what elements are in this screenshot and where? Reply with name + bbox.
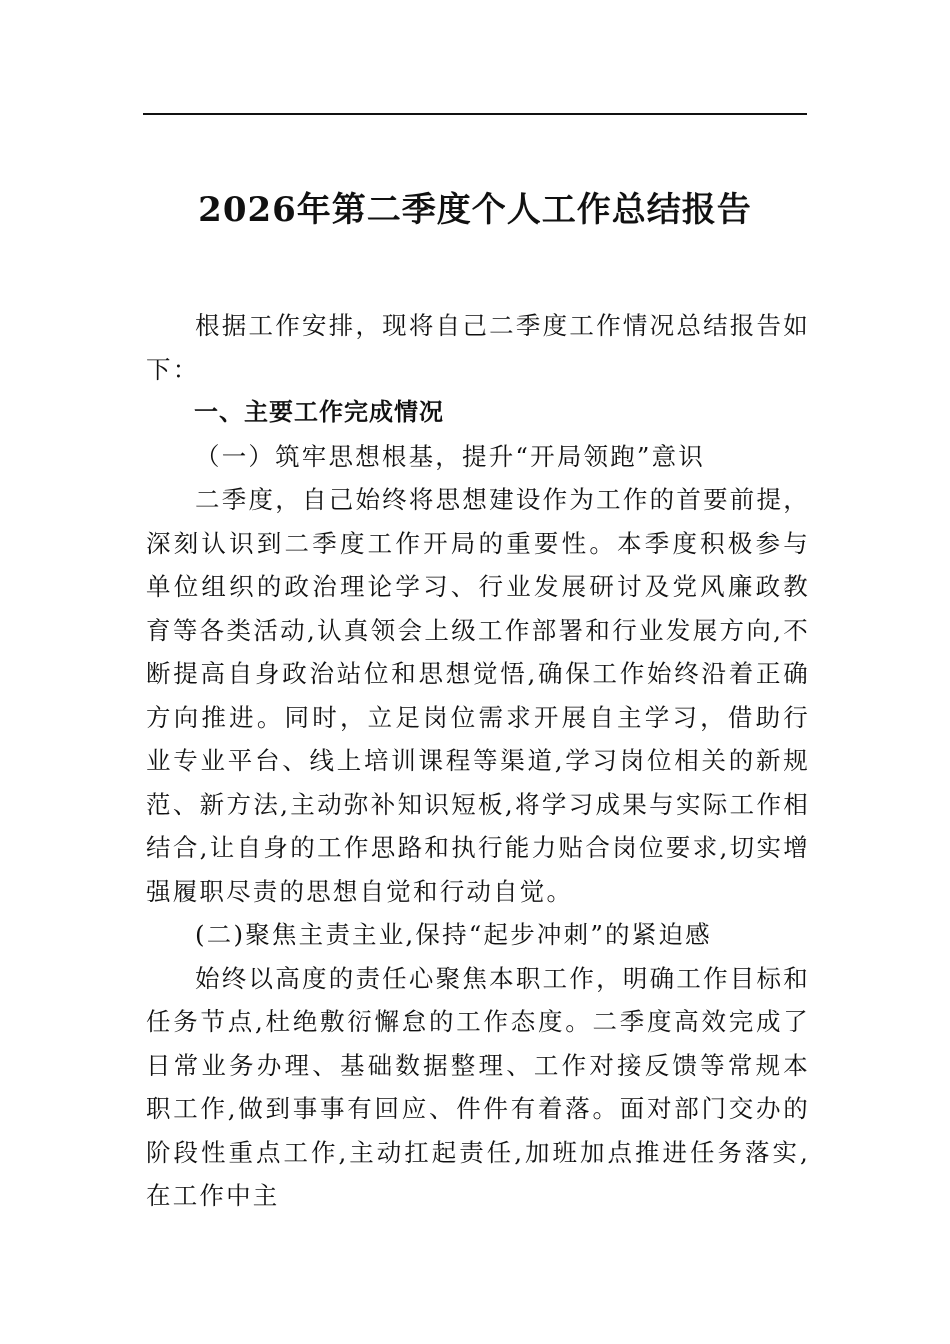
subsection-heading-1: （一）筑牢思想根基，提升“开局领跑”意识	[195, 441, 706, 471]
document-title: 2026年第二季度个人工作总结报告	[198, 190, 752, 230]
document-body	[146, 304, 810, 1218]
subsection-2-paragraph: 始终以高度的责任心聚焦本职工作，明确工作目标和任务节点,杜绝敷衍懈怠的工作态度。二季度高效完成了日常业务办理、基础数据整理、工作对接反馈等常规本职工作,做到事事有回应、件件有着落。面对部门交办的阶段性重点工作,主动扛起责任,加班加点推进任务落实,在工作中主	[146, 963, 810, 1210]
subsection-1-paragraph: 二季度，自己始终将思想建设作为工作的首要前提，深刻认识到二季度工作开局的重要性。本季度积极参与单位组织的政治理论学习、行业发展研讨及党风廉政教育等各类活动,认真领会上级工作部署和行业发展方向,不断提高自身政治站位和思想觉悟,确保工作始终沿着正确方向推进。同时，立足岗位需求开展自主学习，借助行业专业平台、线上培训课程等渠道,学习岗位相关的新规范、新方法,主动弥补知识短板,将学习成果与实际工作相结合,让自身的工作思路和执行能力贴合岗位要求,切实增强履职尽责的思想自觉和行动自觉。	[146, 485, 810, 906]
header-rule	[143, 113, 807, 115]
section-heading-main-work: 一、主要工作完成情况	[194, 398, 444, 426]
subsection-heading-2: (二)聚焦主责主业,保持“起步冲刺”的紧迫感	[195, 920, 712, 949]
intro-paragraph: 根据工作安排，现将自己二季度工作情况总结报告如下：	[146, 311, 810, 384]
